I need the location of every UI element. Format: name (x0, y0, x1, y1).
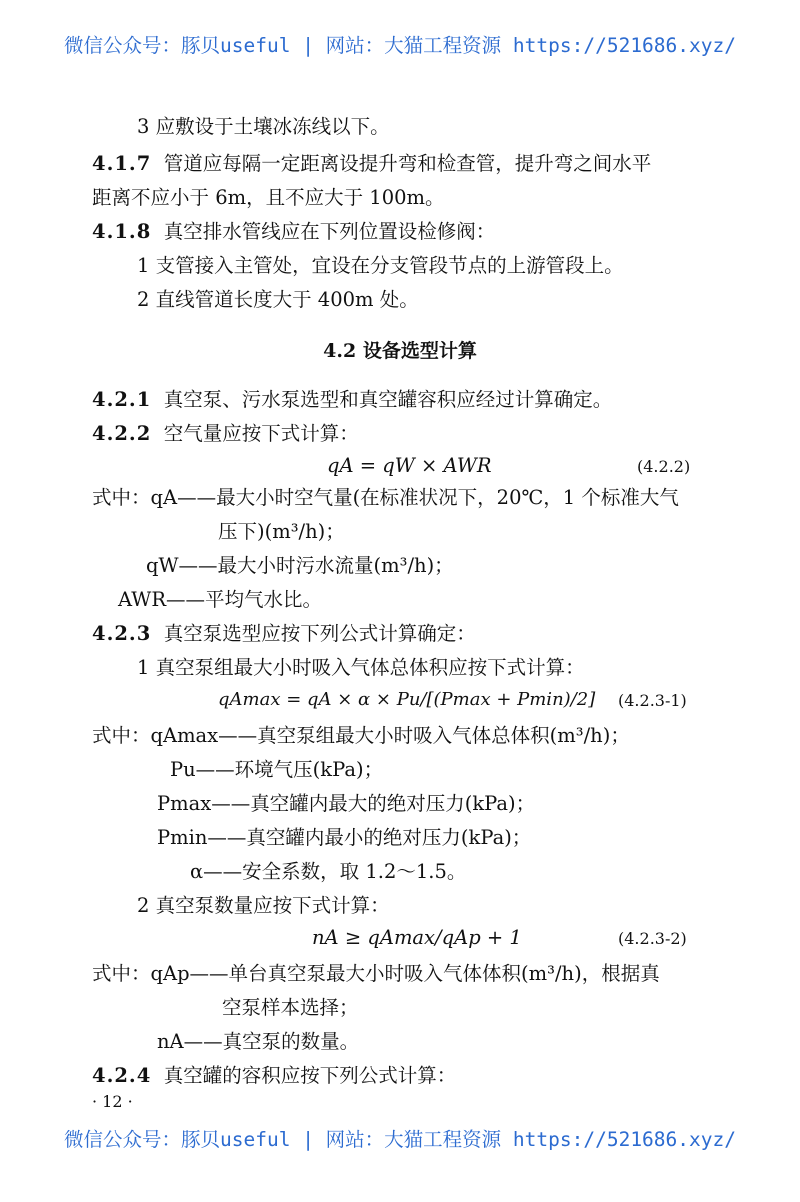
section-title: 4.2 设备选型计算 (323, 340, 477, 362)
equation-number: (4.2.2) (637, 457, 691, 476)
clause-4-2-3-item-2: 2 真空泵数量应按下式计算： (137, 894, 390, 917)
clause-4-2-2 (92, 421, 359, 447)
where-qa-continued: 压下)(m³/h)； (218, 520, 345, 543)
clause-4-2-3-item-1: 1 真空泵组最大小时吸入气体总体积应按下式计算： (137, 656, 585, 679)
clause-text: 空气量应按下式计算： (163, 422, 359, 445)
clause-text: 真空泵选型应按下列公式计算确定： (163, 622, 476, 645)
where-qa: 式中：qA——最大小时空气量(在标准状况下，20℃，1 个标准大气 (92, 486, 679, 509)
watermark-banner-bottom: 微信公众号：豚贝useful | 网站：大猫工程资源 https://521686.xyz/ (64, 1128, 736, 1151)
clause-4-2-1 (92, 387, 612, 413)
where-na: nA——真空泵的数量。 (157, 1030, 360, 1053)
where-alpha: α——安全系数，取 1.2～1.5。 (190, 860, 467, 883)
where-pu: Pu——环境气压(kPa)； (170, 758, 384, 781)
clause-number: 4.2.4 (92, 1064, 152, 1087)
clause-number: 4.1.8 (92, 220, 152, 243)
clause-4-1-8-item-1: 1 支管接入主管处，宜设在分支管段节点的上游管段上。 (137, 254, 624, 277)
clause-text: 真空排水管线应在下列位置设检修阀： (163, 220, 496, 243)
clause-text: 管道应每隔一定距离设提升弯和检查管，提升弯之间水平 (163, 152, 652, 175)
clause-number: 4.2.3 (92, 622, 152, 645)
clause-number: 4.2.2 (92, 422, 152, 445)
where-qw: qW——最大小时污水流量(m³/h)； (146, 554, 454, 577)
formula-4-2-3-1: qAmax = qA × α × Pu/[(Pmax + Pmin)/2] (218, 689, 596, 710)
clause-4-1-7 (92, 151, 651, 177)
clause-4-1-8-item-2: 2 直线管道长度大于 400m 处。 (137, 288, 419, 311)
clause-4-1-6-item-3: 3 应敷设于土壤冰冻线以下。 (137, 115, 390, 138)
page-number: · 12 · (92, 1092, 133, 1111)
where-qap-continued: 空泵样本选择； (222, 996, 359, 1019)
formula-4-2-3-2: nA ≥ qAmax/qAp + 1 (312, 926, 522, 949)
clause-text: 真空罐的容积应按下列公式计算： (163, 1064, 457, 1087)
clause-text: 真空泵、污水泵选型和真空罐容积应经过计算确定。 (163, 388, 613, 411)
where-awr: AWR——平均气水比。 (118, 588, 323, 611)
formula-4-2-2: qA = qW × AWR (327, 454, 492, 477)
clause-4-1-8 (92, 219, 495, 245)
clause-4-1-7-continued: 距离不应小于 6m，且不应大于 100m。 (92, 186, 445, 209)
equation-number: (4.2.3-2) (618, 929, 687, 948)
clause-number: 4.1.7 (92, 152, 152, 175)
clause-4-2-3 (92, 621, 476, 647)
where-pmax: Pmax——真空罐内最大的绝对压力(kPa)； (157, 792, 536, 815)
clause-4-2-4 (92, 1063, 456, 1089)
watermark-banner-top: 微信公众号：豚贝useful | 网站：大猫工程资源 https://521686.xyz/ (64, 34, 736, 57)
clause-number: 4.2.1 (92, 388, 152, 411)
equation-number: (4.2.3-1) (618, 691, 687, 710)
where-pmin: Pmin——真空罐内最小的绝对压力(kPa)； (157, 826, 532, 849)
where-qamax: 式中：qAmax——真空泵组最大小时吸入气体总体积(m³/h)； (92, 724, 630, 747)
where-qap: 式中：qAp——单台真空泵最大小时吸入气体体积(m³/h)，根据真 (92, 962, 660, 985)
